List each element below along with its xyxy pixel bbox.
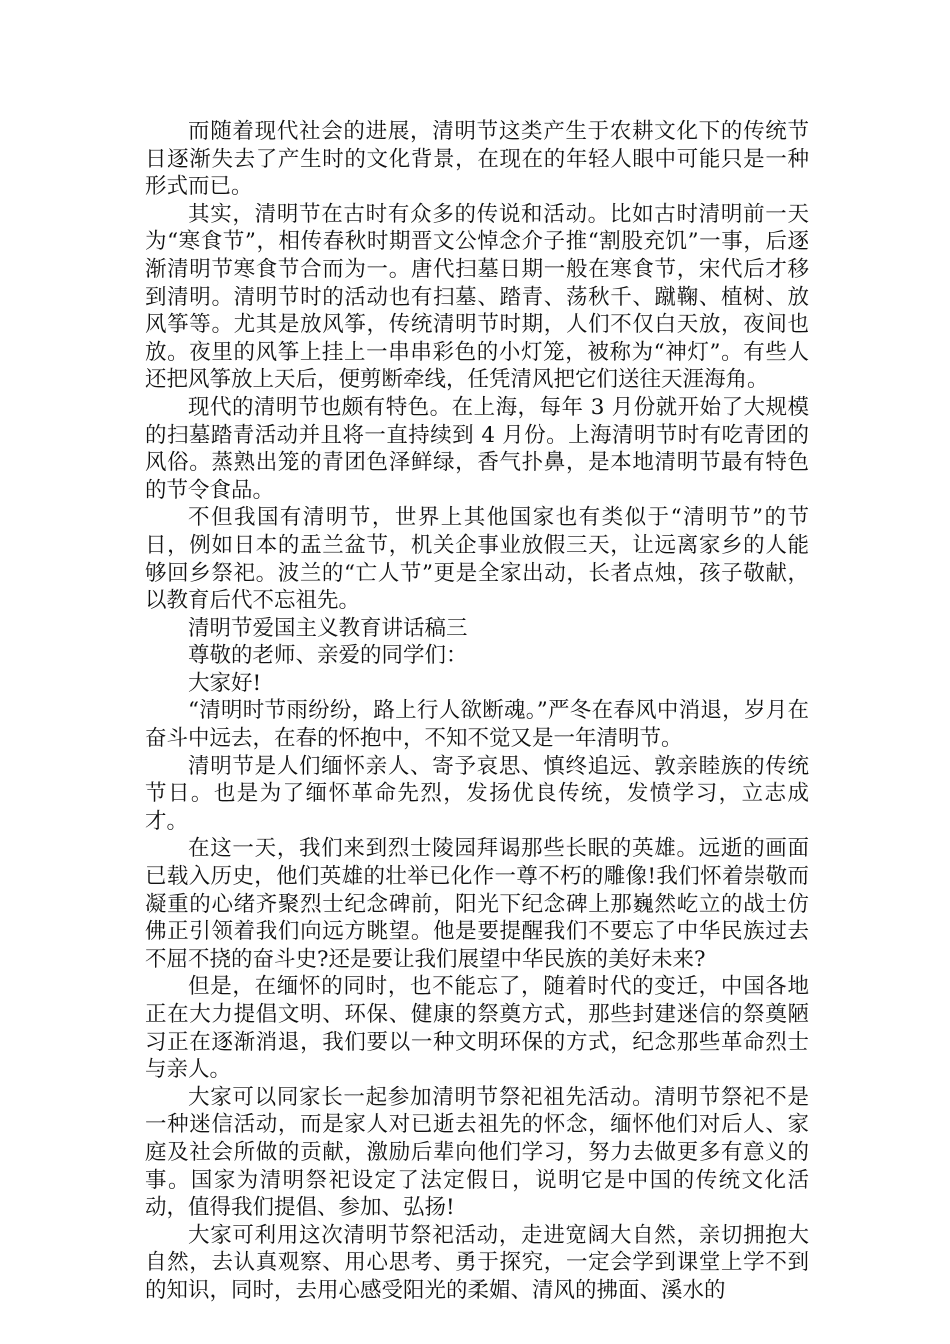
paragraph-ancient-customs: 其实，清明节在古时有众多的传说和活动。比如古时清明前一天为“寒食节”，相传春秋时期晋文公悼念介子推“割股充饥”一事，后逐渐清明节寒食节合而为一。唐代扫墓日期一般在寒食节，宋代后才移到清明。清明节时的活动也有扫墓、踏青、荡秋千、蹴鞠、植树、放风筝等。尤其是放风筝，传统清明节时期，人们不仅白天放，夜间也放。夜里的风筝上挂上一串串彩色的小灯笼，被称为“神灯”。有些人还把风筝放上天后，便剪断牵线，任凭清风把它们送往天涯海角。: [145, 201, 809, 393]
paragraph-martyrs: 在这一天，我们来到烈士陵园拜谒那些长眠的英雄。远逝的画面已载入历史，他们英雄的壮举已化作一尊不朽的雕像!我们怀着崇敬而凝重的心绪齐聚烈士纪念碑前，阳光下纪念碑上那巍然屹立的战士仿佛正引领着我们向远方眺望。他是要提醒我们不要忘了中华民族过去不屈不挠的奋斗史?还是要让我们展望中华民族的美好未来?: [145, 836, 809, 972]
paragraph-other-countries: 不但我国有清明节，世界上其他国家也有类似于“清明节”的节日，例如日本的盂兰盆节，机关企事业放假三天，让远离家乡的人能够回乡祭祀。波兰的“亡人节”更是全家出动，长者点烛，孩子敬献，以教育后代不忘祖先。: [145, 505, 809, 614]
paragraph-modern-decline: 而随着现代社会的进展，清明节这类产生于农耕文化下的传统节日逐渐失去了产生时的文化背景，在现在的年轻人眼中可能只是一种形式而已。: [145, 119, 809, 200]
paragraph-civilized: 但是，在缅怀的同时，也不能忘了，随着时代的变迁，中国各地正在大力提倡文明、环保、健康的祭奠方式，那些封建迷信的祭奠陋习正在逐渐消退，我们要以一种文明环保的方式，纪念那些革命烈士与亲人。: [145, 974, 809, 1083]
paragraph-shanghai: 现代的清明节也颇有特色。在上海，每年 3 月份就开始了大规模的扫墓踏青活动并且将一直持续到 4 月份。上海清明节时有吃青团的风俗。蒸熟出笼的青团色泽鲜绿，香气扑鼻，是本地清明节最有特色的节令食品。: [145, 394, 809, 503]
paragraph-nature: 大家可利用这次清明节祭祀活动，走进宽阔大自然，亲切拥抱大自然，去认真观察、用心思考、勇于探究，一定会学到课堂上学不到的知识，同时，去用心感受阳光的柔媚、清风的拂面、溪水的: [145, 1222, 809, 1303]
salutation: 尊敬的老师、亲爱的同学们：: [188, 643, 468, 669]
section-heading: 清明节爱国主义教育讲话稿三: [188, 615, 468, 641]
paragraph-poem: “清明时节雨纷纷，路上行人欲断魂。”严冬在春风中消退，岁月在奋斗中远去，在春的怀抱中，不知不觉又是一年清明节。: [145, 698, 809, 752]
paragraph-ancestors: 大家可以同家长一起参加清明节祭祀祖先活动。清明节祭祀不是一种迷信活动，而是家人对已逝去祖先的怀念，缅怀他们对后人、家庭及社会所做的贡献，激励后辈向他们学习，努力去做更多有意义的事。国家为清明祭祀设定了法定假日，说明它是中国的传统文化活动，值得我们提倡、参加、弘扬!: [145, 1084, 809, 1221]
paragraph-meaning: 清明节是人们缅怀亲人、寄予哀思、慎终追远、敦亲睦族的传统节日。也是为了缅怀革命先烈，发扬优良传统，发愤学习，立志成才。: [145, 753, 809, 834]
greeting: 大家好!: [188, 670, 262, 696]
document-page: [145, 118, 809, 1305]
